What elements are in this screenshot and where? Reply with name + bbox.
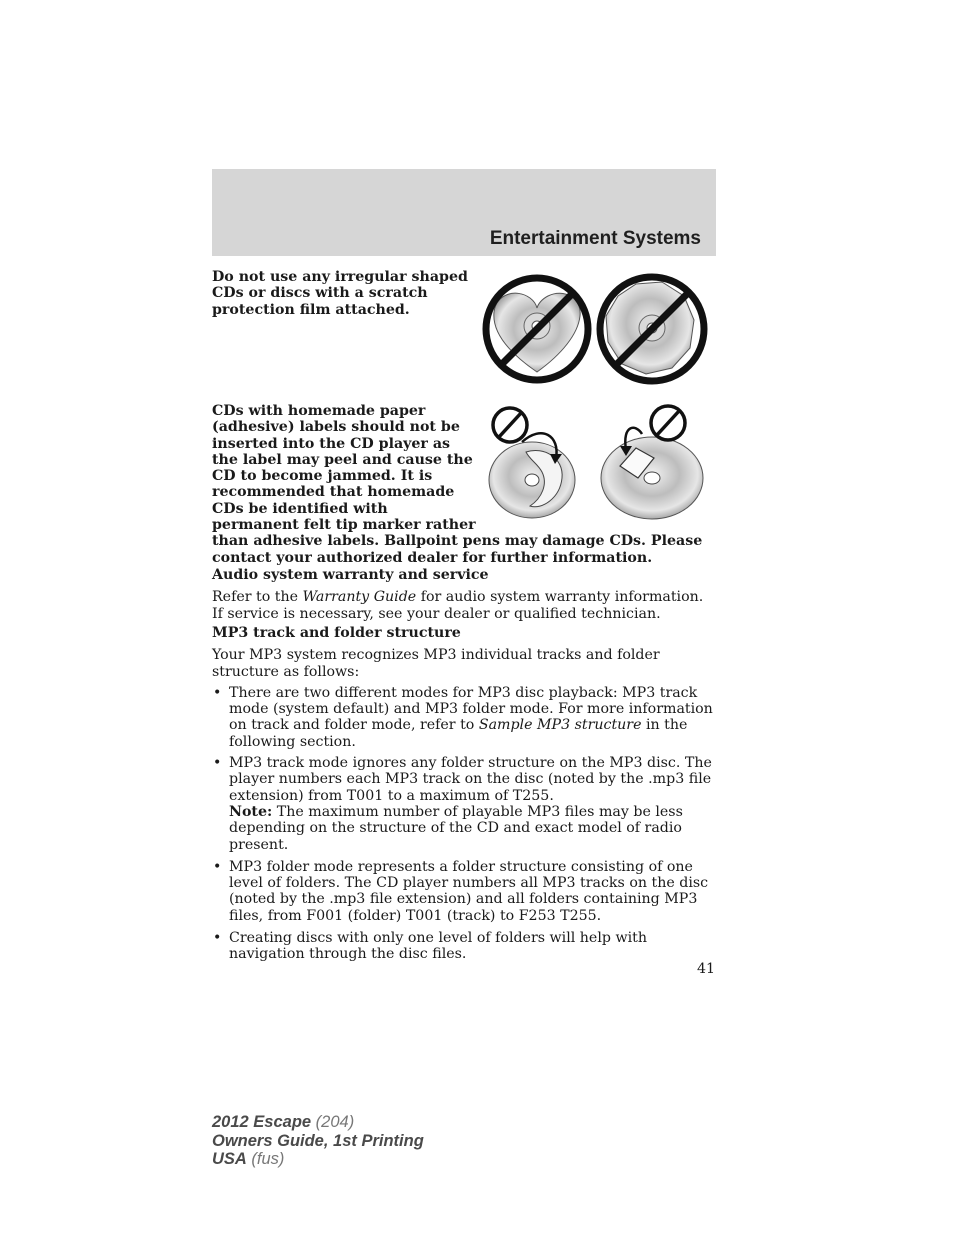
warning-line: CD to become jammed. It is bbox=[212, 468, 433, 485]
warning-line: the label may peel and cause the bbox=[212, 451, 473, 468]
sample-mp3-structure-ref: Sample MP3 structure bbox=[478, 717, 642, 734]
octagon-cd-prohibited-icon bbox=[600, 277, 704, 381]
page-number: 41 bbox=[696, 961, 715, 977]
warning-line: CDs with homemade paper bbox=[212, 403, 426, 419]
mp3-heading: MP3 track and folder structure bbox=[212, 625, 461, 641]
heart-shaped-cd-prohibited-icon bbox=[486, 278, 588, 380]
cd-label-peeling-prohibited-icon bbox=[489, 408, 575, 518]
warning-line: CDs be identified with bbox=[212, 500, 388, 517]
list-item: • MP3 folder mode represents a folder structure consisting of one level of folders. The CD player numbers all MP3 tracks on the disc (noted by the .mp3 file extension) and all folders containing MP3 files, from F001 (folder) T001 (track) to F253 T255. bbox=[212, 859, 716, 924]
document-footer: 2012 Escape (204) Owners Guide, 1st Printing USA (fus) bbox=[212, 1113, 424, 1168]
warranty-section bbox=[212, 567, 716, 622]
warranty-guide-title: Warranty Guide bbox=[302, 589, 417, 606]
mp3-section bbox=[212, 625, 716, 963]
list-item: • Creating discs with only one level of folders will help with navigation through the disc files. bbox=[212, 930, 716, 963]
section-title: Entertainment Systems bbox=[489, 228, 701, 249]
mp3-bullet-list bbox=[212, 685, 716, 963]
cd-paper-label-prohibited-icon bbox=[601, 406, 703, 519]
warning-line: (adhesive) labels should not be bbox=[212, 419, 460, 436]
adhesive-label-cds-illustration bbox=[486, 402, 712, 524]
warning-irregular-cds: Do not use any irregular shaped CDs or discs with a scratch protection film attached. bbox=[212, 269, 468, 318]
warning-line: recommended that homemade bbox=[212, 484, 455, 501]
warning-line: inserted into the CD player as bbox=[212, 435, 451, 452]
warning-line: permanent felt tip marker rather bbox=[212, 517, 476, 534]
note: Note: The maximum number of playable MP3 files may be less depending on the structure of the CD and exact model of radio present. bbox=[229, 803, 683, 853]
warning-line: contact your authorized dealer for further information. bbox=[212, 549, 653, 566]
warranty-text: Refer to the Warranty Guide for audio system warranty information. If service is necessary, see your dealer or qualified technician. bbox=[212, 589, 704, 622]
section-header bbox=[212, 169, 716, 256]
list-item: • There are two different modes for MP3 disc playback: MP3 track mode (system default) and MP3 folder mode. For more information on track and folder mode, refer to Sample MP3 structure in the following section. bbox=[212, 685, 716, 750]
warranty-heading: Audio system warranty and service bbox=[212, 567, 489, 583]
list-item: • MP3 track mode ignores any folder structure on the MP3 disc. The player numbers each MP3 track on the disc (noted by the .mp3 file extension) from T001 to a maximum of T255. Note: The maximum number of playable MP3 files may be less depending on the structure of the CD and exact model of radio present. bbox=[212, 755, 716, 853]
warning-line: than adhesive labels. Ballpoint pens may damage CDs. Please bbox=[212, 533, 703, 550]
mp3-intro: Your MP3 system recognizes MP3 individual tracks and folder structure as follows: bbox=[212, 647, 660, 680]
irregular-cds-illustration bbox=[478, 268, 714, 390]
